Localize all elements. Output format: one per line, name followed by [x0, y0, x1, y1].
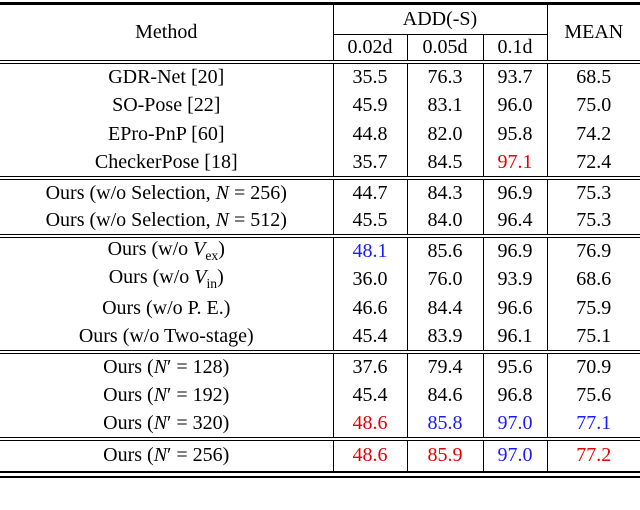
cell-add002	[333, 120, 407, 149]
method-label: Ours (N′ = 128)	[103, 355, 230, 378]
cell-add002	[333, 62, 407, 91]
table-row	[0, 410, 640, 439]
cell-value: 68.6	[576, 267, 612, 290]
cell-value: 70.9	[576, 355, 612, 378]
cell-value: 72.4	[576, 150, 612, 173]
table-row	[0, 91, 640, 120]
cell-value: 84.6	[427, 383, 463, 406]
table-header	[0, 4, 640, 62]
table-row	[0, 62, 640, 91]
cell-mean	[547, 294, 640, 323]
cell-add01	[483, 91, 547, 120]
method-label: Ours (w/o Selection, N = 256)	[45, 181, 287, 204]
method-cell	[0, 149, 333, 178]
cell-add01	[483, 381, 547, 410]
table-row	[0, 323, 640, 352]
method-label: SO-Pose [22]	[112, 93, 221, 116]
cell-mean	[547, 120, 640, 149]
cell-value: 83.9	[427, 324, 463, 347]
cell-mean	[547, 236, 640, 265]
section-selection-ablation	[0, 178, 640, 236]
cell-add01	[483, 120, 547, 149]
cell-value: 45.9	[352, 93, 388, 116]
cell-add002	[333, 149, 407, 178]
cell-mean	[547, 207, 640, 236]
cell-value: 76.9	[576, 239, 612, 262]
cell-mean	[547, 439, 640, 475]
cell-value: 36.0	[352, 267, 388, 290]
table-row	[0, 439, 640, 475]
cell-mean	[547, 381, 640, 410]
table-row	[0, 178, 640, 207]
cell-value: 97.0	[497, 411, 533, 434]
cell-value: 68.5	[576, 65, 612, 88]
cell-add002	[333, 294, 407, 323]
results-table	[0, 2, 640, 478]
cell-add01	[483, 294, 547, 323]
section-npoints-ablation	[0, 352, 640, 439]
section-final-model	[0, 439, 640, 475]
table-row	[0, 207, 640, 236]
method-label: Ours (w/o Two-stage)	[78, 324, 254, 347]
cell-value: 79.4	[427, 355, 463, 378]
cell-mean	[547, 352, 640, 381]
cell-value: 45.5	[352, 208, 388, 231]
method-label: EPro-PnP [60]	[108, 122, 225, 145]
col-header-method: Method	[0, 4, 333, 62]
cell-value: 75.9	[576, 296, 612, 319]
cell-value: 95.8	[497, 122, 533, 145]
cell-value: 75.0	[576, 93, 612, 116]
cell-add01	[483, 178, 547, 207]
method-cell	[0, 265, 333, 294]
cell-value: 93.7	[497, 65, 533, 88]
cell-value: 75.6	[576, 383, 612, 406]
cell-value: 75.3	[576, 181, 612, 204]
cell-mean	[547, 323, 640, 352]
method-cell	[0, 439, 333, 475]
cell-value: 48.6	[352, 411, 388, 434]
method-cell	[0, 323, 333, 352]
cell-value: 76.3	[427, 65, 463, 88]
cell-add01	[483, 439, 547, 475]
cell-value: 44.8	[352, 122, 388, 145]
cell-add01	[483, 410, 547, 439]
cell-value: 77.2	[576, 444, 612, 467]
cell-add002	[333, 410, 407, 439]
method-label: Ours (w/o Selection, N = 512)	[45, 208, 287, 231]
cell-add005	[407, 352, 483, 381]
method-cell	[0, 381, 333, 410]
cell-add005	[407, 294, 483, 323]
cell-value: 97.1	[497, 150, 533, 173]
cell-value: 96.9	[497, 239, 533, 262]
cell-add01	[483, 323, 547, 352]
method-label: Ours (w/o P. E.)	[102, 296, 231, 319]
cell-value: 46.6	[352, 296, 388, 319]
cell-add005	[407, 149, 483, 178]
cell-add01	[483, 352, 547, 381]
cell-value: 96.9	[497, 181, 533, 204]
cell-value: 96.4	[497, 208, 533, 231]
cell-add01	[483, 236, 547, 265]
cell-add005	[407, 381, 483, 410]
method-cell	[0, 178, 333, 207]
method-label: Ours (N′ = 192)	[103, 383, 230, 406]
cell-add01	[483, 149, 547, 178]
method-label: Ours (w/o $V_{ex}$)	[107, 238, 225, 263]
cell-add005	[407, 323, 483, 352]
section-baselines	[0, 62, 640, 178]
section-component-ablation	[0, 236, 640, 352]
col-header-005d: 0.05d	[407, 35, 483, 62]
cell-value: 95.6	[497, 355, 533, 378]
method-label: Ours (N′ = 320)	[103, 411, 230, 434]
cell-value: 75.3	[576, 208, 612, 231]
cell-value: 35.5	[352, 65, 388, 88]
table-row	[0, 381, 640, 410]
table-row	[0, 265, 640, 294]
col-header-mean: MEAN	[547, 4, 640, 62]
cell-mean	[547, 178, 640, 207]
cell-add002	[333, 91, 407, 120]
cell-value: 84.4	[427, 296, 463, 319]
table-row	[0, 120, 640, 149]
col-header-01d: 0.1d	[497, 35, 533, 58]
method-cell	[0, 236, 333, 265]
cell-value: 48.6	[352, 444, 388, 467]
col-header-add-s-group: ADD(-S)	[333, 4, 547, 35]
cell-add002	[333, 352, 407, 381]
cell-value: 96.6	[497, 296, 533, 319]
cell-mean	[547, 149, 640, 178]
method-cell	[0, 120, 333, 149]
cell-add005	[407, 439, 483, 475]
method-cell	[0, 62, 333, 91]
cell-mean	[547, 62, 640, 91]
cell-value: 45.4	[352, 383, 388, 406]
method-label: Ours (w/o $V_{in}$)	[108, 266, 224, 291]
col-header-002d: 0.02d	[333, 35, 407, 62]
cell-add01	[483, 62, 547, 91]
method-cell	[0, 294, 333, 323]
cell-value: 35.7	[352, 150, 388, 173]
cell-value: 85.8	[427, 411, 463, 434]
cell-add005	[407, 236, 483, 265]
cell-add005	[407, 62, 483, 91]
table-row	[0, 149, 640, 178]
cell-value: 96.1	[497, 324, 533, 347]
cell-add002	[333, 207, 407, 236]
cell-value: 44.7	[352, 181, 388, 204]
cell-value: 76.0	[427, 267, 463, 290]
cell-add005	[407, 207, 483, 236]
cell-value: 45.4	[352, 324, 388, 347]
cell-value: 84.3	[427, 181, 463, 204]
cell-value: 37.6	[352, 355, 388, 378]
table-row	[0, 236, 640, 265]
cell-add002	[333, 381, 407, 410]
method-cell	[0, 410, 333, 439]
cell-mean	[547, 265, 640, 294]
cell-value: 96.8	[497, 383, 533, 406]
cell-add005	[407, 410, 483, 439]
header-row-1	[0, 4, 640, 35]
cell-value: 83.1	[427, 93, 463, 116]
cell-value: 93.9	[497, 267, 533, 290]
cell-value: 82.0	[427, 122, 463, 145]
cell-add005	[407, 178, 483, 207]
cell-add002	[333, 323, 407, 352]
cell-value: 75.1	[576, 324, 612, 347]
cell-add01	[483, 207, 547, 236]
cell-value: 97.0	[497, 444, 533, 467]
cell-add002	[333, 439, 407, 475]
cell-add005	[407, 265, 483, 294]
table-row	[0, 352, 640, 381]
cell-value: 85.9	[427, 444, 463, 467]
method-label: CheckerPose [18]	[94, 150, 238, 173]
cell-add002	[333, 236, 407, 265]
cell-value: 96.0	[497, 93, 533, 116]
cell-add002	[333, 178, 407, 207]
method-cell	[0, 352, 333, 381]
table-row	[0, 294, 640, 323]
method-label: Ours (N′ = 256)	[103, 444, 230, 467]
cell-value: 48.1	[352, 239, 388, 262]
cell-add002	[333, 265, 407, 294]
cell-mean	[547, 410, 640, 439]
cell-value: 74.2	[576, 122, 612, 145]
cell-value: 84.0	[427, 208, 463, 231]
method-label: GDR-Net [20]	[108, 65, 225, 88]
method-cell	[0, 91, 333, 120]
cell-value: 77.1	[576, 411, 612, 434]
cell-value: 84.5	[427, 150, 463, 173]
cell-add005	[407, 91, 483, 120]
method-cell	[0, 207, 333, 236]
cell-add005	[407, 120, 483, 149]
cell-add01	[483, 265, 547, 294]
cell-value: 85.6	[427, 239, 463, 262]
cell-mean	[547, 91, 640, 120]
